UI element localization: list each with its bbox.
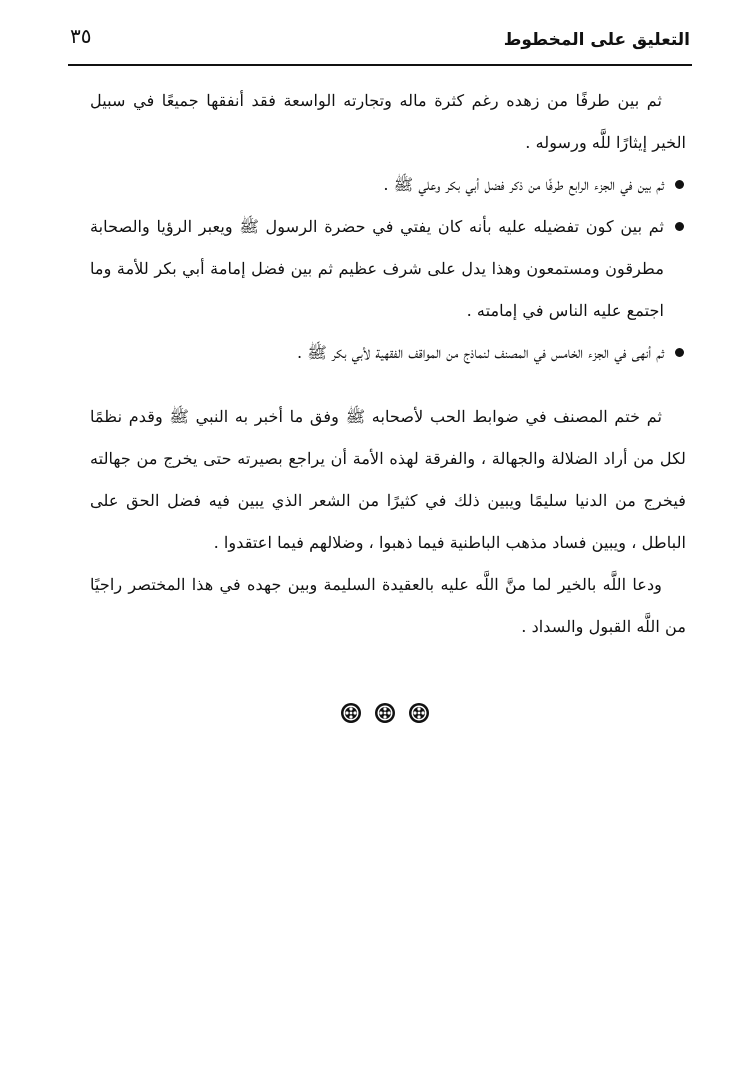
- section-end-ornaments: [340, 700, 430, 726]
- bullet-item: [90, 332, 686, 374]
- bullet-item: [90, 164, 686, 206]
- paragraph: ثم بين طرفًا من زهده رغم كثرة ماله وتجارته الواسعة فقد أنفقها جميعًا في سبيل الخير إيثارًا للَّه ورسوله .: [90, 91, 686, 152]
- paragraph: ثم ختم المصنف في ضوابط الحب لأصحابه ﷺ وفق ما أخبر به النبي ﷺ وقدم نظمًا لكل من أراد الضلالة والجهالة ، والفرقة لهذه الأمة أن يراجع بصيرته حتى يخرج من جهالته فيخرج من الدنيا سليمًا ويبين ذلك في كثيرًا من الشعر الذي يبين فيه فضل الحق على الباطل ، ويبين فساد مذهب الباطنية فيما ذهبوا ، وضلالهم فيما اعتقدوا .: [90, 407, 686, 552]
- paragraph-gap: [90, 374, 686, 396]
- bullet-text: ثم أنهى في الجزء الخامس في المصنف لنماذج من المواقف الفقهية لأبي بكر ﷺ .: [296, 343, 664, 362]
- bullet-dot-icon: [675, 348, 684, 357]
- page-header: [70, 22, 690, 62]
- running-title: التعليق على المخطوط: [503, 30, 690, 50]
- page-number: ٣٥: [70, 24, 92, 48]
- rosette-ornament-icon: [374, 702, 396, 724]
- bullet-dot-icon: [675, 222, 684, 231]
- rosette-ornament-icon: [340, 702, 362, 724]
- body-text: [90, 80, 686, 648]
- rosette-ornament-icon: [408, 702, 430, 724]
- bullet-text: ثم بين كون تفضيله عليه بأنه كان يفتي في حضرة الرسول ﷺ ويعبر الرؤيا والصحابة مطرقون ومستمعون وهذا يدل على شرف عظيم ثم بين فضل إمامة أبي بكر للأمة وما اجتمع عليه الناس في إمامته .: [90, 217, 664, 320]
- header-rule: [68, 64, 692, 66]
- paragraph: ودعا اللَّه بالخير لما منَّ اللَّه عليه بالعقيدة السليمة وبين جهده في هذا المختصر راجيًا من اللَّه القبول والسداد .: [90, 575, 686, 636]
- bullet-text: ثم بين في الجزء الرابع طرفًا من ذكر فضل أبي بكر وعلي ﷺ .: [383, 175, 664, 194]
- bullet-item: [90, 206, 686, 332]
- bullet-dot-icon: [675, 180, 684, 189]
